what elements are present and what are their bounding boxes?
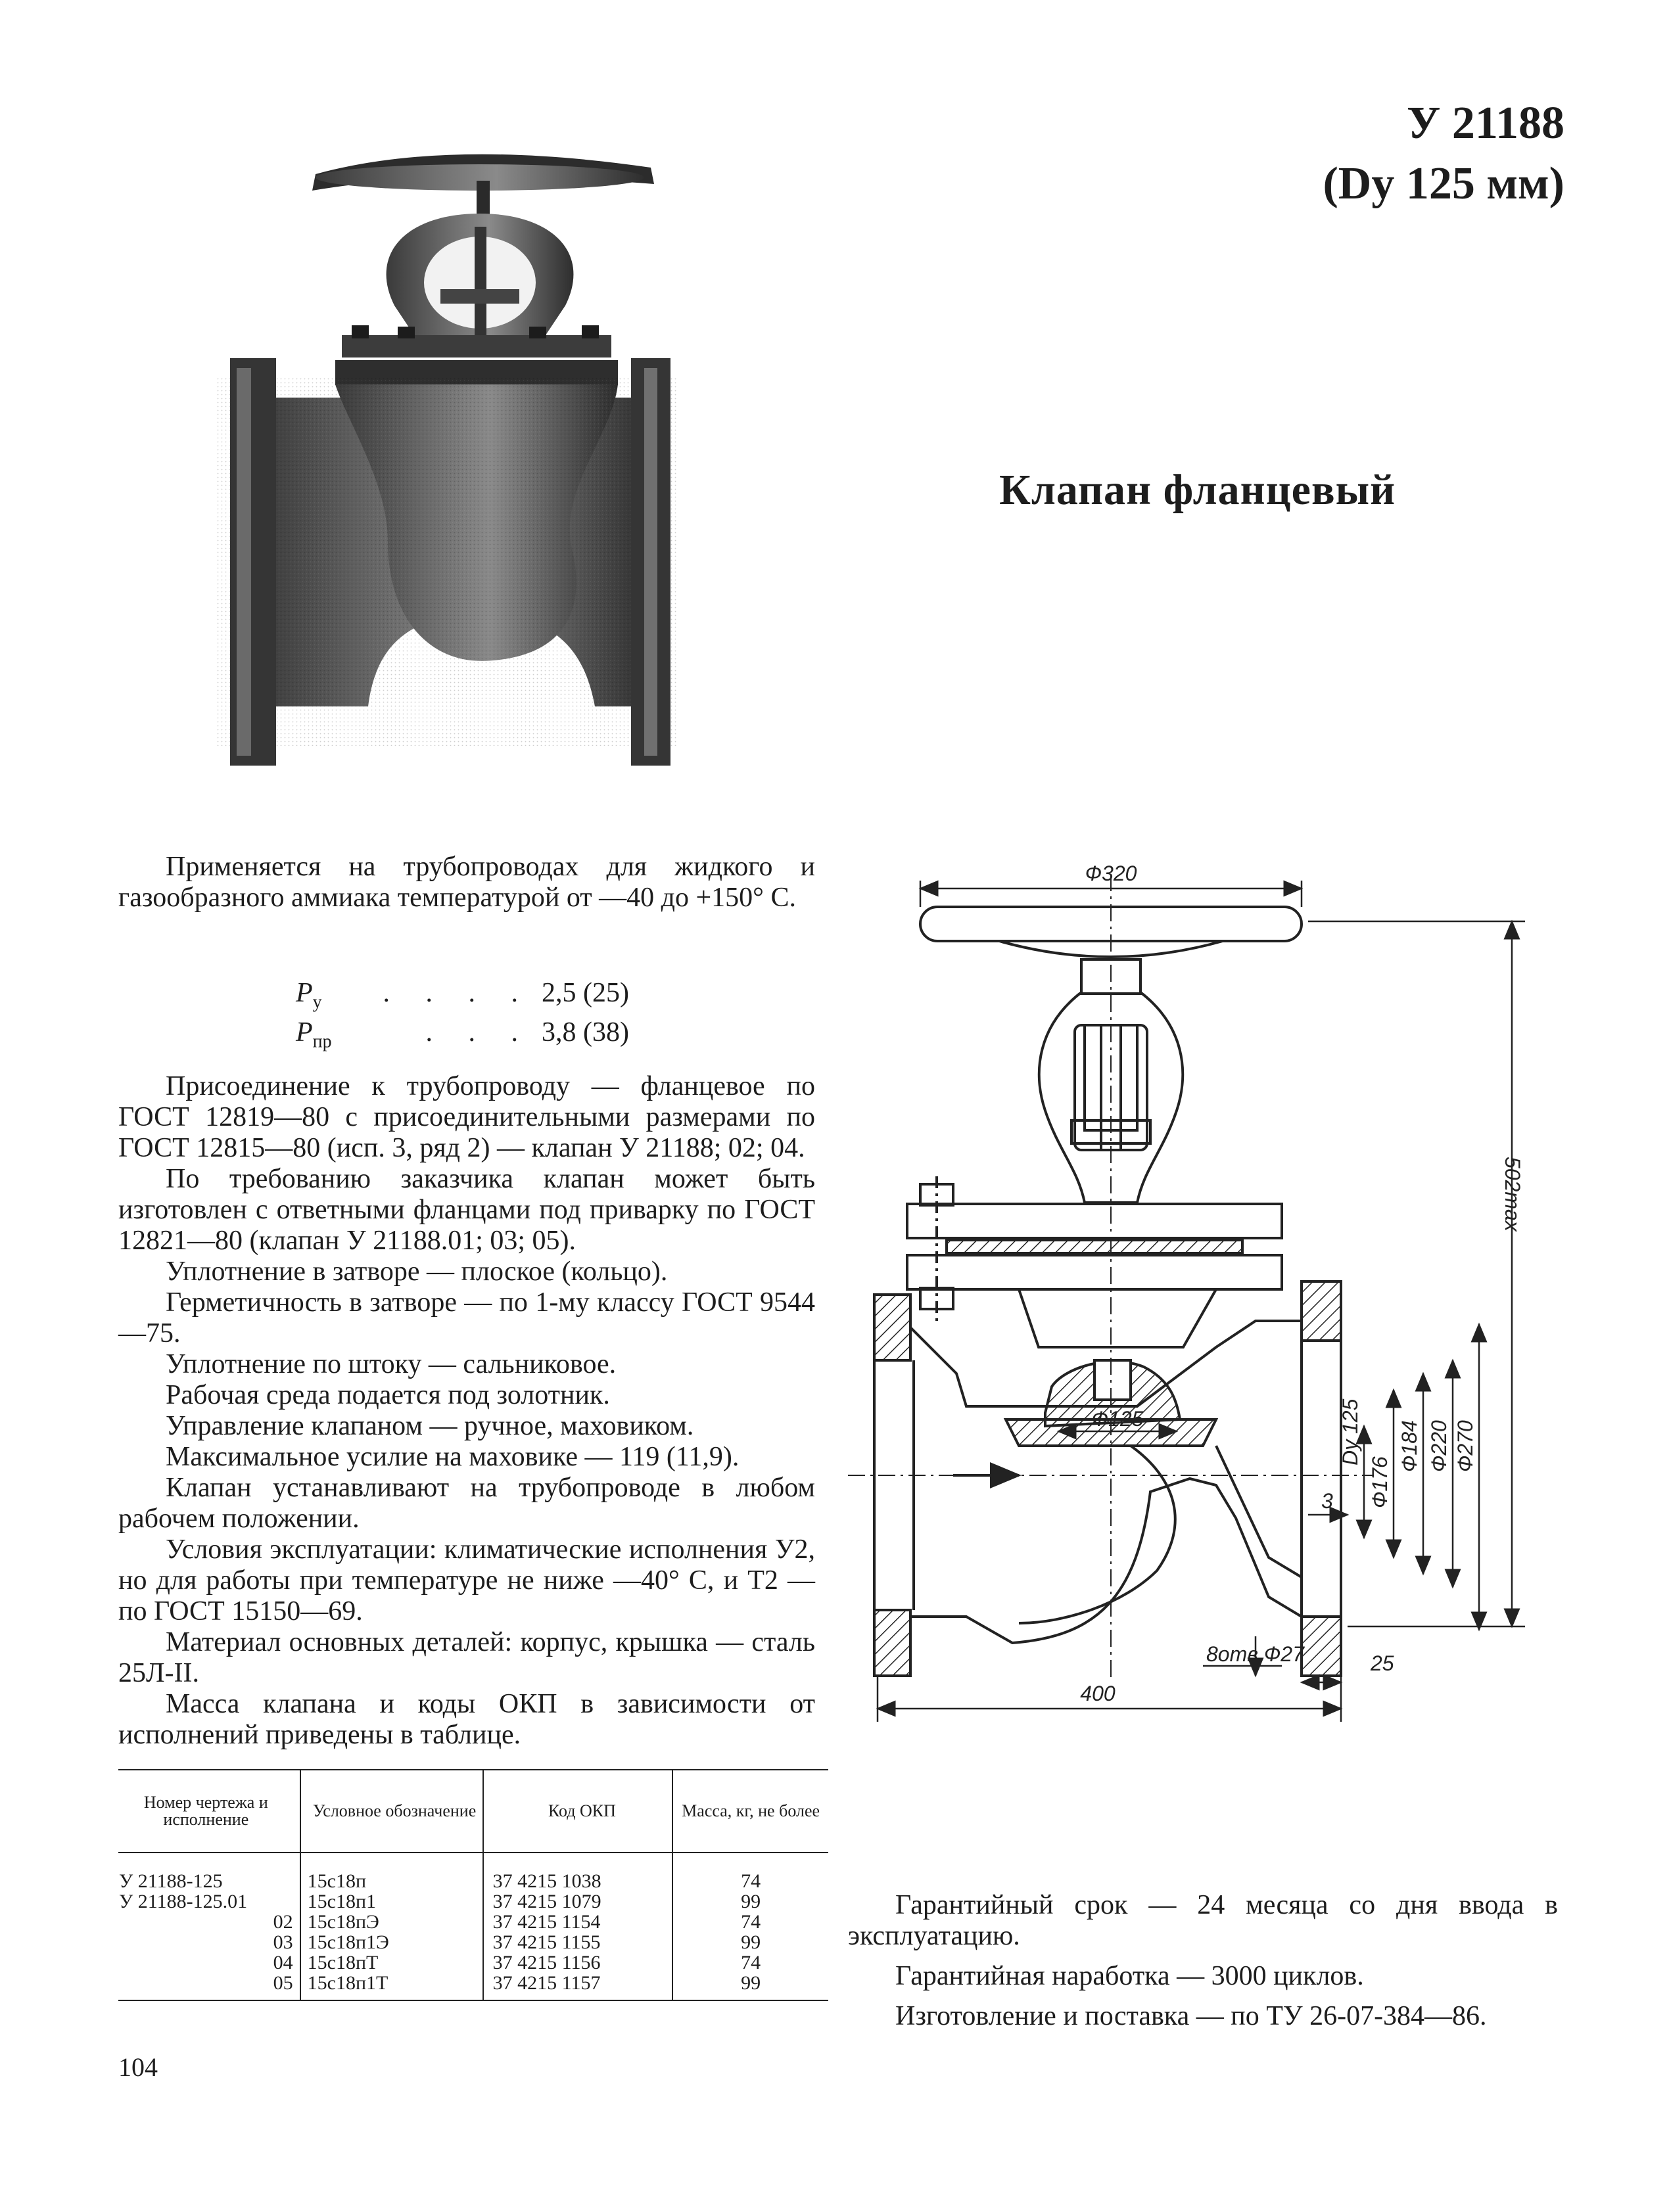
spec-paragraph: Герметичность в затворе — по 1-му классу ГОСТ 9544—75. xyxy=(118,1287,815,1348)
cell-mass: 99 xyxy=(672,1933,828,1953)
cell-designation: 15с18п1 xyxy=(300,1892,483,1912)
header-designation: Условное обозначение xyxy=(300,1770,483,1853)
table-row xyxy=(118,1973,828,2000)
cell-drawing-number: 03 xyxy=(273,1931,293,1953)
variants-table xyxy=(118,1769,828,2001)
dim-d176: Ф176 xyxy=(1368,1456,1392,1508)
cell-drawing-number: 04 xyxy=(273,1952,293,1973)
pressure-value: 3,8 (38) xyxy=(542,1017,629,1048)
cell-mass: 74 xyxy=(672,1912,828,1933)
dim-holes: 8отв.Ф27 xyxy=(1206,1642,1304,1666)
nominal-diameter-heading: (Dу 125 мм) xyxy=(1323,158,1564,209)
pressure-leader: . . . xyxy=(425,1017,532,1048)
spec-paragraph: Масса клапана и коды ОКП в зависимости от исполнений приведены в таблице. xyxy=(118,1689,815,1750)
cell-designation: 15с18п1Т xyxy=(300,1973,483,2000)
dim-d184: Ф184 xyxy=(1398,1420,1421,1472)
cell-drawing-number: 05 xyxy=(118,1973,300,2000)
cell-okp-code: 37 4215 1038 xyxy=(483,1853,673,1892)
table-row xyxy=(118,1912,828,1933)
header-okp-code: Код ОКП xyxy=(483,1770,673,1853)
spec-paragraph: Уплотнение по штоку — сальниковое. xyxy=(166,1349,617,1379)
cell-okp-code: 37 4215 1156 xyxy=(483,1953,673,1973)
pressure-value: 2,5 (25) xyxy=(542,978,629,1008)
table-row xyxy=(118,1933,828,1953)
table-row xyxy=(118,1892,828,1912)
page-number: 104 xyxy=(118,2052,158,2082)
document-code: У 21188 xyxy=(1406,98,1564,149)
cell-okp-code: 37 4215 1157 xyxy=(483,1973,673,2000)
cell-drawing-number: 02 xyxy=(273,1911,293,1933)
dim-dy: Dу 125 xyxy=(1338,1398,1362,1465)
cell-mass: 74 xyxy=(672,1853,828,1892)
cell-designation: 15с18пЭ xyxy=(300,1912,483,1933)
spec-paragraph: Клапан устанавливают на трубопроводе в любом рабочем положении. xyxy=(118,1473,815,1534)
pressure-symbol: $P_{пр}$ xyxy=(296,1017,332,1052)
dim-bore: Ф125 xyxy=(1091,1407,1144,1431)
cell-okp-code: 37 4215 1155 xyxy=(483,1933,673,1953)
cell-okp-code: 37 4215 1154 xyxy=(483,1912,673,1933)
pressure-row xyxy=(296,1017,660,1057)
valve-technical-drawing xyxy=(848,861,1551,1728)
dim-d270: Ф270 xyxy=(1453,1420,1477,1472)
pressure-row xyxy=(296,978,660,1017)
table-row xyxy=(118,1953,828,1973)
spec-paragraph: Рабочая среда подается под золотник. xyxy=(166,1380,610,1410)
dim-length: 400 xyxy=(1080,1682,1116,1705)
warranty-paragraph: Гарантийная наработка — 3000 циклов. xyxy=(895,1961,1364,1991)
intro-paragraph: Применяется на трубопроводах для жидкого и газообразного аммиака температурой от —40 до +150° С. xyxy=(118,852,815,913)
spec-paragraph: По требованию заказчика клапан может быть изготовлен с ответными фланцами под приварку по ГОСТ 12821—80 (клапан У 21188.01; 03; 05). xyxy=(118,1164,815,1256)
warranty-paragraph: Гарантийный срок — 24 месяца со дня ввода в эксплуатацию. xyxy=(848,1890,1558,1951)
warranty-paragraph: Изготовление и поставка — по ТУ 26-07-384—86. xyxy=(895,2001,1487,2031)
dim-d220: Ф220 xyxy=(1427,1420,1451,1472)
product-title: Клапан фланцевый xyxy=(999,466,1396,514)
spec-paragraph: Условия эксплуатации: климатические исполнения У2, но для работы при температуре не ниже —40° С, и Т2 — по ГОСТ 15150—69. xyxy=(118,1534,815,1626)
dim-height: 502max xyxy=(1501,1157,1524,1232)
pressure-symbol: $P_у$ xyxy=(296,978,322,1013)
dim-flange-thickness: 25 xyxy=(1371,1651,1394,1675)
cell-mass: 99 xyxy=(672,1973,828,2000)
pressure-list xyxy=(296,978,660,1057)
specification-text xyxy=(118,1071,815,1751)
spec-paragraph: Уплотнение в затворе — плоское (кольцо). xyxy=(166,1256,668,1287)
dim-step: 3 xyxy=(1321,1489,1333,1513)
table-row xyxy=(118,1853,828,1892)
warranty-text xyxy=(848,1890,1558,2041)
cell-okp-code: 37 4215 1079 xyxy=(483,1892,673,1912)
cell-mass: 74 xyxy=(672,1953,828,1973)
cell-drawing-number: У 21188-125.01 xyxy=(119,1891,248,1912)
valve-photo xyxy=(217,141,677,792)
header-mass: Масса, кг, не более xyxy=(672,1770,828,1853)
dim-handwheel-diameter: Ф320 xyxy=(1085,862,1137,885)
spec-paragraph: Управление клапаном — ручное, маховиком. xyxy=(166,1411,694,1441)
cell-drawing-number: У 21188-125 xyxy=(119,1870,223,1892)
spec-paragraph: Присоединение к трубопроводу — фланцевое по ГОСТ 12819—80 с присоединительными размерами по ГОСТ 12815—80 (исп. 3, ряд 2) — клапан У 21188; 02; 04. xyxy=(118,1071,815,1163)
pressure-leader: . . . . xyxy=(383,978,532,1008)
cell-designation: 15с18п xyxy=(300,1853,483,1892)
cell-designation: 15с18пТ xyxy=(300,1953,483,1973)
cell-mass: 99 xyxy=(672,1892,828,1912)
spec-paragraph: Максимальное усилие на маховике — 119 (11,9). xyxy=(166,1442,740,1472)
table-header-row xyxy=(118,1770,828,1853)
header-drawing-number: Номер чертежа и исполнение xyxy=(118,1770,300,1853)
spec-paragraph: Материал основных деталей: корпус, крышка — сталь 25Л-II. xyxy=(118,1627,815,1688)
cell-designation: 15с18п1Э xyxy=(300,1933,483,1953)
